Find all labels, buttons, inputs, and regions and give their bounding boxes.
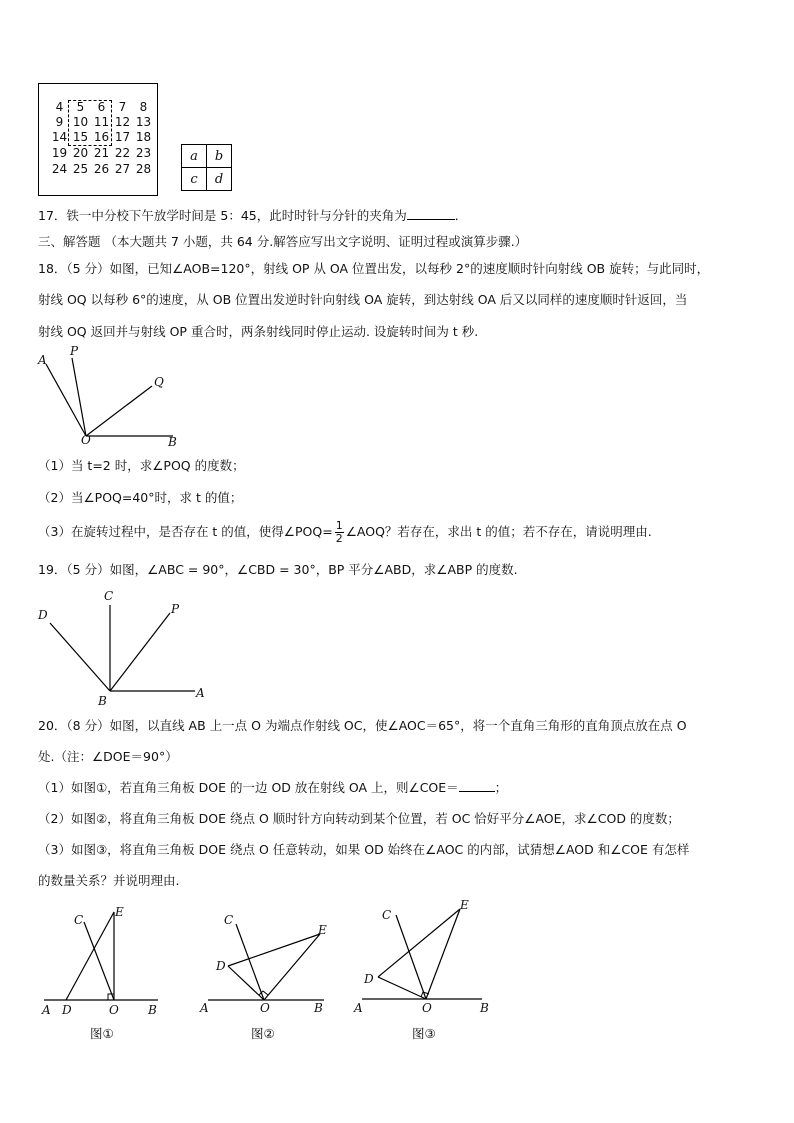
figure-2-caption: 图② [251,1026,275,1041]
label-A: A [200,1001,209,1015]
calendar-row: 9 10 11 12 13 [55,115,152,129]
label-B: B [98,694,107,707]
calendar-row: 14 15 16 17 18 [51,130,152,144]
label-B: B [314,1001,323,1015]
question-19: 19．（5 分）如图，∠ABC = 90°，∠CBD = 30°，BP 平分∠ABD，求∠ABP 的度数. [38,562,518,577]
label-P: P [171,602,180,616]
label-E: E [460,898,469,912]
label-O: O [109,1003,119,1017]
question-18-line2: 射线 OQ 以每秒 6°的速度，从 OB 位置出发逆时针向射线 OA 旋转，到达射线 OA 后又以同样的速度顺时针返回，当 [38,292,688,307]
calendar-box [38,83,158,196]
question-18-line1: 18．（5 分）如图，已知∠AOB=120°，射线 OP 从 OA 位置出发，以每秒 2°的速度顺时针向射线 OB 旋转；与此同时， [38,261,710,276]
cell-c: c [182,168,207,191]
question-20-line1: 20．（8 分）如图，以直线 AB 上一点 O 为端点作射线 OC，使∠AOC＝65°，将一个直角三角形的直角顶点放在点 O [38,718,687,733]
question-20-part3-line1: （3）如图③，将直角三角板 DOE 绕点 O 任意转动，如果 OD 始终在∠AOC 的内部，试猜想∠AOD 和∠COE 有怎样 [38,842,690,857]
label-B: B [148,1003,157,1017]
section-heading: 三、解答题 （本大题共 7 小题，共 64 分.解答应写出文字说明、证明过程或演算步骤.） [38,234,528,249]
label-C: C [104,589,114,603]
calendar-row: 24 25 26 27 28 [51,162,152,176]
figure-3 [350,895,500,1020]
question-20-part3-line2: 的数量关系？并说明理由. [38,873,180,888]
label-Q: Q [154,375,164,389]
label-A: A [354,1001,363,1015]
label-D: D [216,959,226,973]
figure-3-caption: 图③ [412,1026,436,1041]
question-20-part2: （2）如图②，将直角三角板 DOE 绕点 O 顺时针方向转动到某个位置，若 OC 恰好平分∠AOE，求∠COD 的度数； [38,811,680,826]
label-E: E [318,923,327,937]
figure-1-caption: 图① [90,1026,114,1041]
calendar-row: 19 20 21 22 23 [51,146,152,160]
question-20-line2: 处.（注：∠DOE＝90°） [38,749,178,764]
question-18-part1: （1）当 t=2 时，求∠POQ 的度数； [38,458,245,473]
label-E: E [115,905,124,919]
answer-blank [407,219,455,220]
cell-a: a [182,145,207,168]
figure-2 [196,900,336,1020]
label-C: C [74,913,84,927]
question-17: 17．铁一中分校下午放学时间是 5：45，此时时针与分针的夹角为 ． [38,208,468,223]
label-B: B [480,1001,489,1015]
label-A: A [42,1003,51,1017]
cell-b: b [207,145,232,168]
figure-q19 [30,585,220,707]
cell-d: d [207,168,232,191]
label-B: B [168,435,177,449]
label-D: D [364,972,374,986]
label-C: C [224,913,234,927]
label-A: A [38,353,47,367]
label-A: A [196,686,205,700]
label-C: C [382,908,392,922]
figure-q18 [30,342,200,450]
dashed-selection-frame [68,100,112,146]
answer-blank [459,791,495,792]
abcd-grid [181,144,232,191]
label-O: O [81,433,91,447]
fraction-one-half: $\frac{1}{2}$ [335,519,343,545]
calendar-row: 4 5 6 7 8 [55,100,148,114]
question-20-part1: （1）如图①，若直角三角板 DOE 的一边 OD 放在射线 OA 上，则∠COE＝ ； [38,780,508,795]
label-P: P [70,344,79,358]
label-O: O [422,1001,432,1015]
question-18-line3: 射线 OQ 返回并与射线 OP 重合时，两条射线同时停止运动. 设旋转时间为 t 秒. [38,324,479,339]
figure-1 [38,900,168,1020]
question-18-part2: （2）当∠POQ=40°时，求 t 的值； [38,490,243,505]
label-D: D [38,608,48,622]
label-O: O [260,1001,270,1015]
question-18-part3: （3）在旋转过程中，是否存在 t 的值，使得∠POQ= $\frac{1}{2}$ ∠AOQ？若存在，求出 t 的值；若不存在，请说明理由. [38,519,652,545]
label-D: D [62,1003,72,1017]
